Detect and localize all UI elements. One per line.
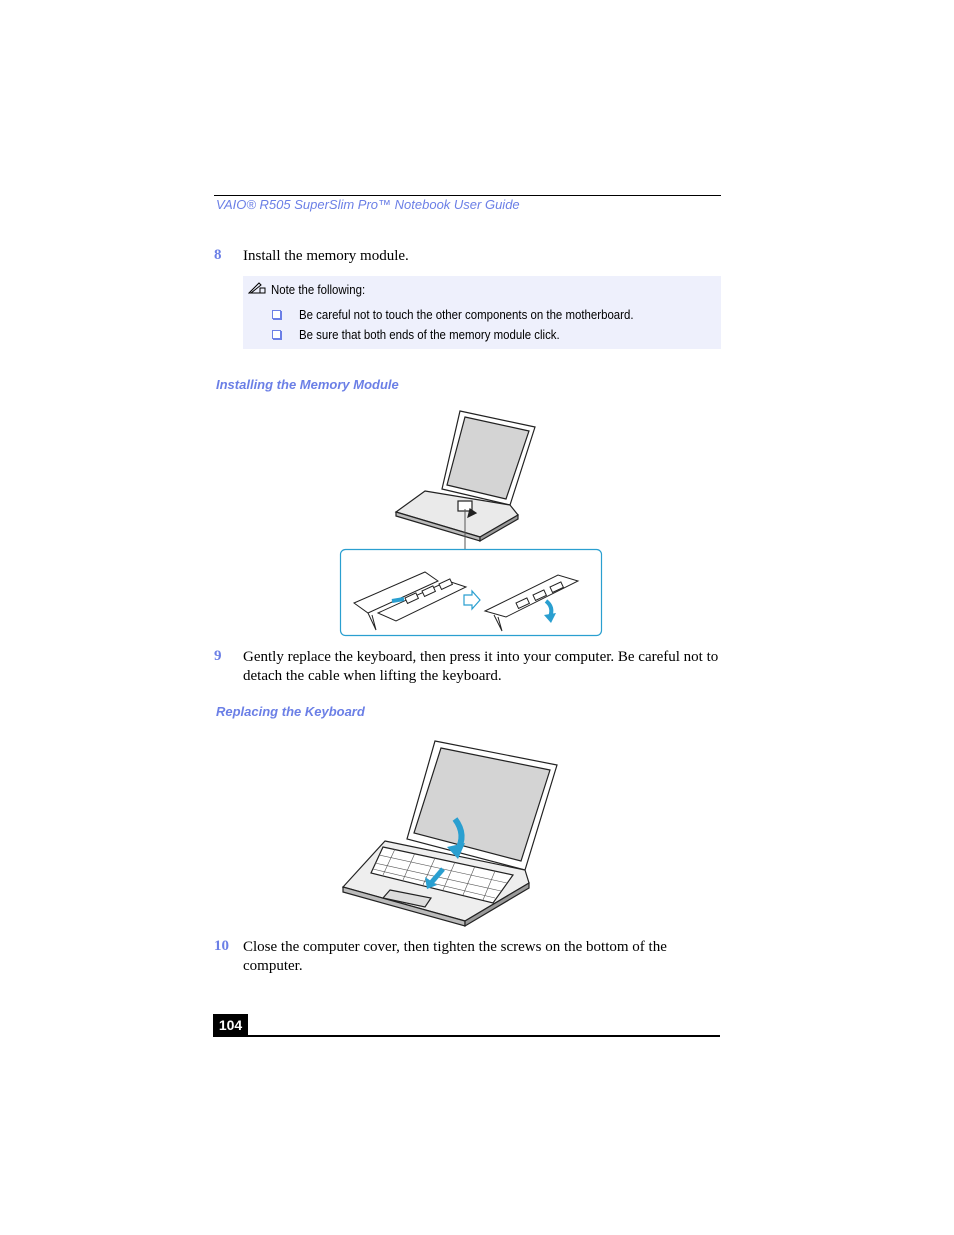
step-text: Install the memory module. (243, 248, 409, 264)
figure-caption: Replacing the Keyboard (216, 704, 365, 719)
step-number: 8 (214, 247, 222, 263)
header-rule (214, 195, 721, 196)
note-box (243, 276, 721, 349)
step-number: 9 (214, 648, 222, 664)
header-title: VAIO® R505 SuperSlim Pro™ Notebook User Guide (216, 197, 520, 212)
checkbox-bullet-icon (272, 310, 281, 319)
memory-module-illustration (330, 405, 610, 640)
keyboard-illustration (335, 735, 565, 930)
step-number: 10 (214, 938, 229, 954)
checkbox-bullet-icon (272, 330, 281, 339)
page-number: 104 (213, 1014, 248, 1036)
arrow-right-icon (464, 591, 480, 609)
note-item: Be careful not to touch the other components on the motherboard. (299, 307, 634, 322)
figure-caption: Installing the Memory Module (216, 377, 399, 392)
step-text: Gently replace the keyboard, then press it into your computer. Be careful not to detach the cable when lifting the keyboard. (243, 649, 719, 684)
footer-rule (213, 1035, 720, 1037)
note-item: Be sure that both ends of the memory module click. (299, 327, 560, 342)
note-title: Note the following: (271, 282, 366, 297)
step-text: Close the computer cover, then tighten the screws on the bottom of the computer. (243, 939, 667, 974)
pencil-note-icon (248, 282, 266, 294)
